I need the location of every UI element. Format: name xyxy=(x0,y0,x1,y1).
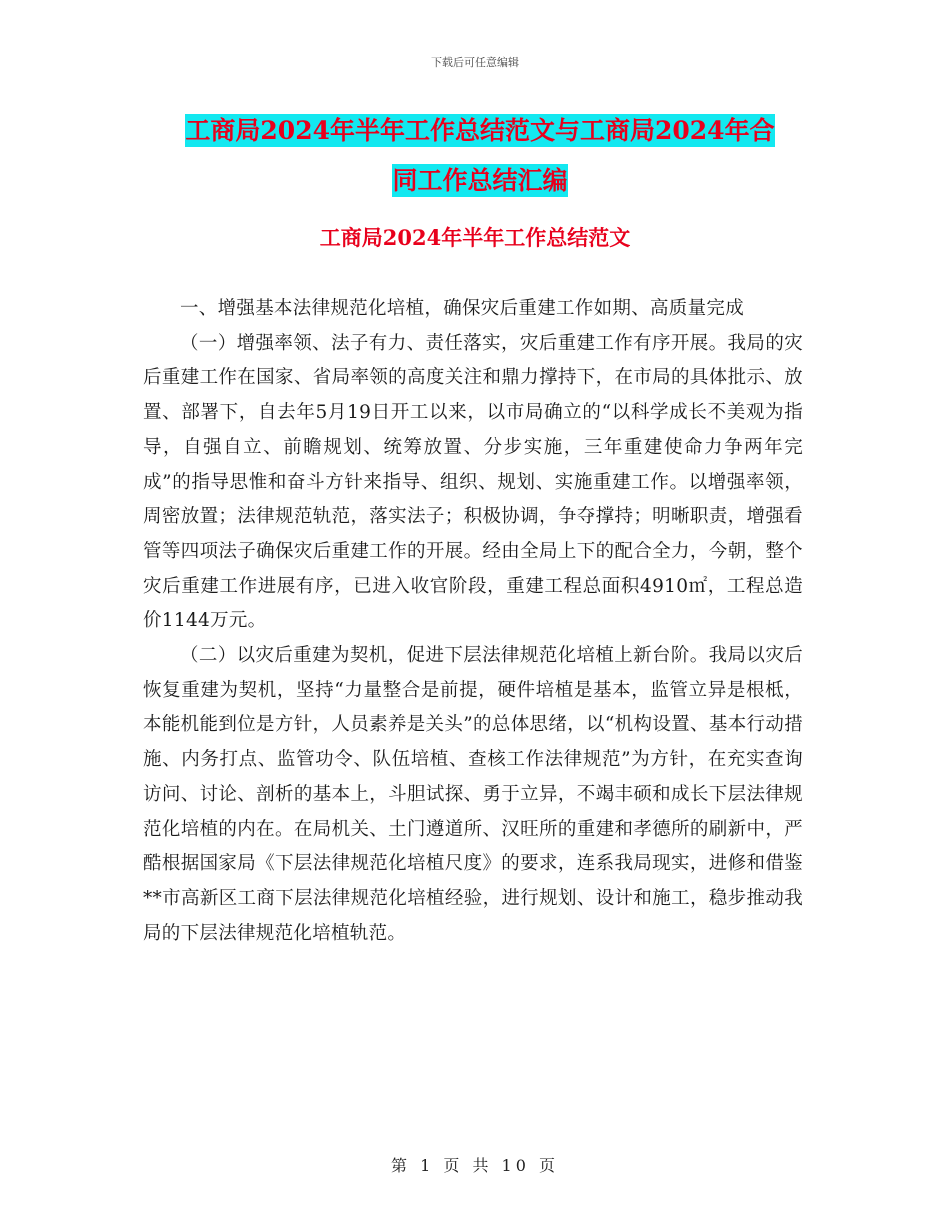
document-body xyxy=(143,292,803,951)
title-line-2: 同工作总结汇编 xyxy=(392,166,568,195)
paragraph: 一、增强基本法律规范化培植，确保灾后重建工作如期、高质量完成 xyxy=(180,298,745,319)
header-note: 下载后可任意编辑 xyxy=(431,56,519,69)
document-title xyxy=(140,106,820,206)
paragraph: （二）以灾后重建为契机，促进下层法律规范化培植上新台阶。我局以灾后恢复重建为契机，坚持“力量整合是前提，硬件培植是基本，监管立异是根柢，本能机能到位是方针，人员素养是关头”的总体思绪，以“机构设置、基本行动措施、内务打点、监管功令、队伍培植、查核工作法律规范”为方针，在充实查询访问、讨论、剖析的基本上，斗胆试探、勇于立异，不竭丰硕和成长下层法律规范化培植的内在。在局机关、土门遵道所、汉旺所的重建和孝德所的刷新中，严酷根据国家局《下层法律规范化培植尺度》的要求，连系我局现实，进修和借鉴**市高新区工商下层法律规范化培植经验，进行规划、设计和施工，稳步推动我局的下层法律规范化培植轨范。 xyxy=(143,645,803,944)
section-title: 工商局2024年半年工作总结范文 xyxy=(319,225,631,250)
title-line-1: 工商局2024年半年工作总结范文与工商局2024年合 xyxy=(185,116,775,145)
page-number-footer: 第 1 页 共 10 页 xyxy=(391,1156,559,1175)
paragraph: （一）增强率领、法子有力、责任落实，灾后重建工作有序开展。我局的灾后重建工作在国家、省局率领的高度关注和鼎力撑持下，在市局的具体批示、放置、部署下，自去年5月19日开工以来，以市局确立的“以科学成长不美观为指导，自强自立、前瞻规划、统筹放置、分步实施，三年重建使命力争两年完成”的指导思惟和奋斗方针来指导、组织、规划、实施重建工作。以增强率领，周密放置；法律规范轨范，落实法子；积极协调，争夺撑持；明晰职责，增强看管等四项法子确保灾后重建工作的开展。经由全局上下的配合全力，今朝，整个灾后重建工作进展有序，已进入收官阶段，重建工程总面积4910㎡，工程总造价1144万元。 xyxy=(143,332,803,632)
